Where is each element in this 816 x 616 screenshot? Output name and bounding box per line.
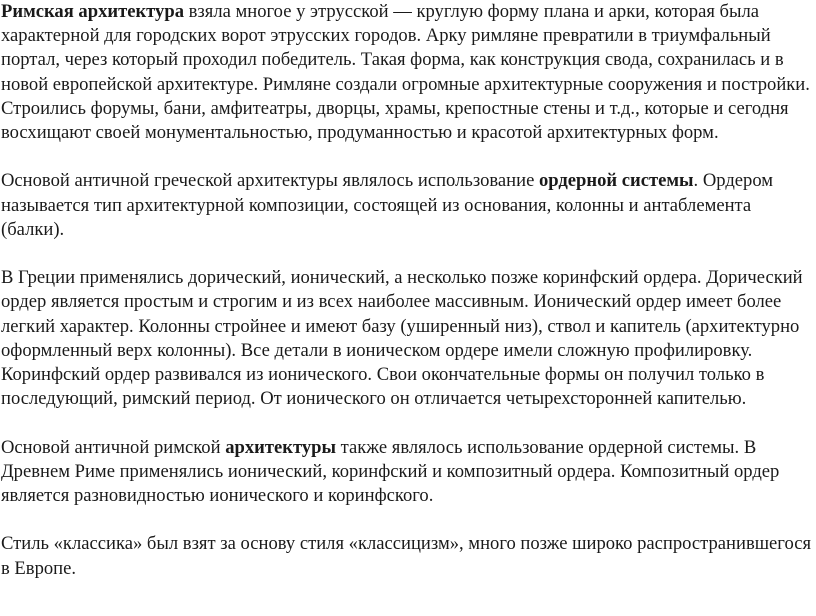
bold-term-roman-architecture: Римская архитектура bbox=[1, 1, 184, 22]
paragraph-text: взяла многое у этрусской — круглую форму плана и арки, которая была характерной для городских ворот этрусских городов. Арку римляне превратили в триумфальный портал, через который проходил победитель. Такая форма, как конструкция свода, сохранилась и в новой европейской архитектуре. Римляне создали огромные архитектурные сооружения и постройки. Строились форумы, бани, амфитеатры, дворцы, храмы, крепостные стены и т.д., которые и сегодня восхищают своей монументальностью, продуманностью и красотой архитектурных форм. bbox=[1, 1, 810, 144]
paragraph-text: В Греции применялись дорический, ионический, а несколько позже коринфский ордера. Дорический ордер является простым и строгим и из всех наиболее массивным. Ионический ордер имеет более легкий характер. Колонны стройнее и имеют базу (уширенный низ), ствол и капитель (архитектурно оформленный верх колонны). Все детали в ионическом ордере имели сложную профилировку. Коринфский ордер развивался из ионического. Свои окончательные формы он получил только в последующий, римский период. От ионического он отличается четырехсторонней капителью. bbox=[1, 267, 803, 410]
paragraph-text-before: Основой античной римской bbox=[1, 436, 226, 458]
paragraph-text: Стиль «классика» был взят за основу стиля «классицизм», много позже широко распространившегося в Европе. bbox=[1, 533, 812, 579]
paragraph-roman-orders bbox=[1, 436, 816, 509]
paragraph-gap bbox=[1, 411, 816, 435]
paragraph-text-after: также являлось использование ордерной системы. В Древнем Риме применялись ионический, коринфский и композитный ордера. Композитный ордер является разновидностью ионического и коринфского. bbox=[1, 436, 780, 507]
paragraph-classic-style bbox=[1, 532, 816, 580]
paragraph-text-before: Основой античной греческой архитектуры являлось использование bbox=[1, 170, 539, 192]
paragraph-gap bbox=[1, 242, 816, 266]
paragraph-gap bbox=[1, 508, 816, 532]
paragraph-text-after: . Ордером называется тип архитектурной композиции, состоящей из основания, колонны и антаблемента (балки). bbox=[1, 170, 774, 240]
paragraph-roman-architecture bbox=[1, 0, 816, 145]
paragraph-greek-orders bbox=[1, 266, 816, 411]
bold-term-order-system: ордерной системы bbox=[538, 170, 694, 192]
paragraph-gap bbox=[1, 145, 816, 169]
paragraph-greek-order-system bbox=[1, 169, 816, 242]
bold-term-architecture: архитектуры bbox=[225, 436, 337, 458]
